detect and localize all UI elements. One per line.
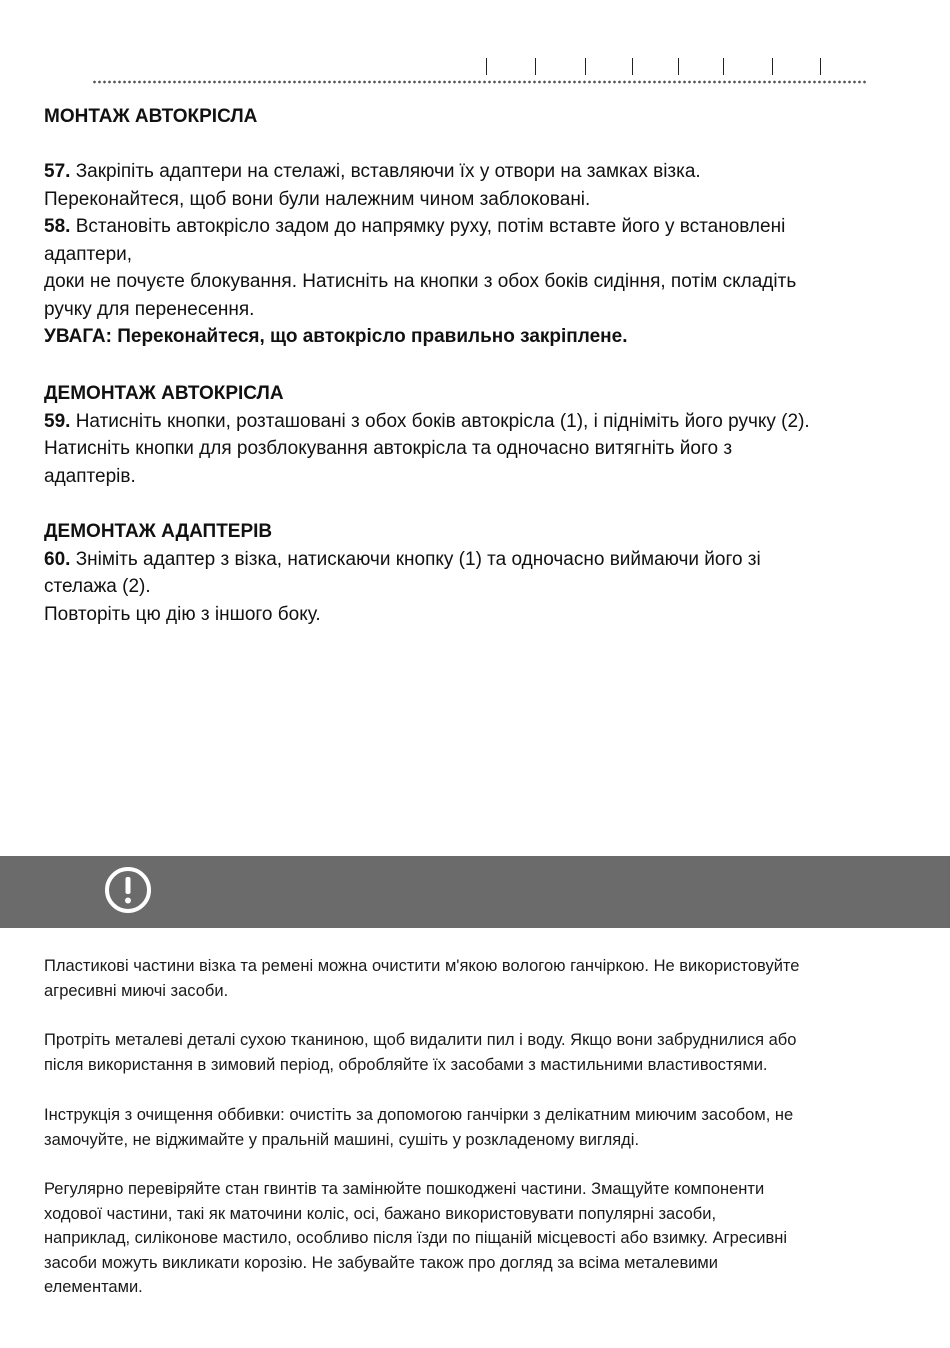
dismount-seat-section [44, 380, 904, 490]
dismount-adapters-title: ДЕМОНТАЖ АДАПТЕРІВ [44, 521, 273, 542]
step-59-text-3: адаптерів. [44, 465, 136, 487]
care-p1-line-2: агресивні миючі засоби. [44, 981, 229, 1000]
tick-mark [723, 58, 724, 75]
mount-warning: УВАГА: Переконайтеся, що автокрісло правильно закріплене. [44, 326, 628, 347]
step-57-number: 57. [44, 161, 71, 182]
care-paragraph-2 [44, 1028, 910, 1077]
step-58-text-2: адаптери, [44, 243, 133, 265]
care-p4-line-3: наприклад, силіконове мастило, особливо після їзди по піщаній місцевості або взимку. Агресивні [44, 1229, 787, 1247]
step-58 [44, 213, 904, 323]
step-59 [44, 408, 904, 491]
step-58-text-3: доки не почуєте блокування. Натисніть на кнопки з обох боків сидіння, потім складіть [44, 271, 797, 292]
care-paragraph-1 [44, 954, 910, 1003]
care-p3-line-1: Інструкція з очищення оббивки: очистіть за допомогою ганчірки з делікатним миючим засобом, не [44, 1106, 794, 1124]
step-60-number: 60. [44, 548, 71, 570]
care-p4-line-4: засоби можуть викликати корозію. Не забувайте також про догляд за всіма металевими [44, 1253, 718, 1272]
care-header-band [0, 856, 950, 928]
care-p4-line-1: Регулярно перевіряйте стан гвинтів та замінюйте пошкоджені частини. Змащуйте компоненти [44, 1180, 765, 1198]
step-58-text-4: ручку для перенесення. [44, 298, 255, 320]
step-60-text: Зніміть адаптер з візка, натискаючи кнопку (1) та одночасно виймаючи його зі [70, 548, 761, 570]
care-paragraph-3 [44, 1103, 910, 1152]
step-57 [44, 158, 904, 213]
care-p3-line-2: замочуйте, не віджимайте у пральній машині, сушіть у розкладеному вигляді. [44, 1130, 640, 1149]
step-58-number: 58. [44, 216, 71, 237]
care-p4-line-2: ходової частини, такі як маточини коліс, осі, бажано використовувати популярні засоби, [44, 1204, 717, 1223]
step-60 [44, 546, 904, 629]
care-p2-line-1: Протріть металеві деталі сухою тканиною, щоб видалити пил і воду. Якщо вони забруднилися або [44, 1031, 797, 1049]
care-p2-line-2: після використання в зимовий період, обробляйте їх засобами з мастильними властивостями. [44, 1055, 768, 1074]
care-p4-line-5: елементами. [44, 1278, 143, 1296]
tick-mark [535, 58, 536, 75]
dotted-divider [92, 80, 866, 84]
dismount-seat-title: ДЕМОНТАЖ АВТОКРІСЛА [44, 383, 284, 404]
step-60-text-3: Повторіть цю дію з іншого боку. [44, 603, 321, 625]
tick-mark [632, 58, 633, 75]
step-59-number: 59. [44, 410, 71, 432]
step-59-text: Натисніть кнопки, розташовані з обох боків автокрісла (1), і підніміть його ручку (2). [70, 410, 810, 432]
tick-mark [820, 58, 821, 75]
tick-mark [772, 58, 773, 75]
dismount-adapters-section [44, 518, 904, 628]
tick-mark [585, 58, 586, 75]
mount-section [44, 103, 904, 351]
step-58-text: Встановіть автокрісло задом до напрямку руху, потім вставте його у встановлені [70, 216, 786, 237]
care-p1-line-1: Пластикові частини візка та ремені можна очистити м'якою вологою ганчіркою. Не використовуйте [44, 957, 800, 975]
step-57-text-2: Переконайтеся, щоб вони були належним чином заблоковані. [44, 188, 591, 210]
step-59-text-2: Натисніть кнопки для розблокування автокрісла та одночасно витягніть його з [44, 438, 733, 459]
exclamation-circle-icon [104, 866, 152, 914]
tick-mark [486, 58, 487, 75]
step-57-text: Закріпіть адаптери на стелажі, вставляючи їх у отвори на замках візка. [70, 161, 701, 182]
step-60-text-2: стелажа (2). [44, 576, 151, 597]
tick-mark [678, 58, 679, 75]
care-paragraph-4 [44, 1177, 910, 1300]
mount-title: МОНТАЖ АВТОКРІСЛА [44, 106, 258, 127]
